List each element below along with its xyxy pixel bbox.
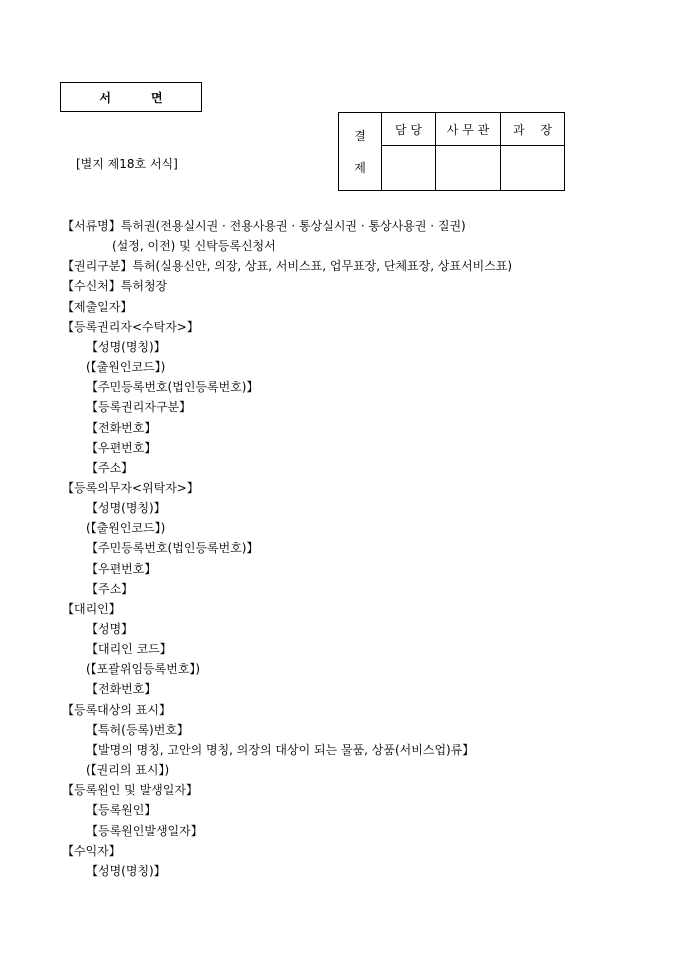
form-line: 【등록원인】	[86, 803, 157, 818]
form-line: (【출원인코드】)	[86, 360, 166, 375]
form-line: 【우편번호】	[86, 440, 157, 455]
form-line: 【서류명】특허권(전용실시권 · 전용사용권 · 통상실시권 · 통상사용권 · 질권)	[62, 219, 466, 233]
form-line: 【등록원인 및 발생일자】	[62, 783, 198, 798]
form-line: 【주민등록번호(법인등록번호)】	[86, 380, 259, 395]
form-title-box	[60, 82, 202, 112]
form-line: 【특허(등록)번호】	[86, 722, 189, 737]
approval-label-top: 결	[354, 128, 366, 143]
form-line: (【포괄위임등록번호】)	[86, 662, 201, 677]
form-line: (【출원인코드】)	[86, 521, 166, 536]
approval-sign-staff[interactable]	[382, 146, 436, 191]
form-line: 【발명의 명칭, 고안의 명칭, 의장의 대상이 되는 물품, 상품(서비스업)류】	[86, 742, 475, 757]
form-line: 【주소】	[86, 460, 134, 475]
form-number: [별지 제18호 서식]	[76, 157, 178, 171]
form-line: 【성명(명칭)】	[86, 501, 166, 516]
form-line: (【권리의 표시】)	[86, 763, 170, 778]
approval-header-staff: 담 당	[382, 113, 436, 146]
form-line: (설정, 이전) 및 신탁등록신청서	[112, 239, 276, 254]
form-line: 【주민등록번호(법인등록번호)】	[86, 541, 259, 556]
form-line: 【등록대상의 표시】	[62, 702, 171, 717]
approval-label-bottom: 제	[354, 160, 366, 175]
form-line: 【우편번호】	[86, 561, 157, 576]
approval-sign-director[interactable]	[501, 146, 565, 191]
form-line: 【수신처】특허청장	[62, 279, 168, 294]
form-line: 【성명(명칭)】	[86, 863, 166, 878]
form-title-right: 면	[151, 90, 163, 105]
approval-label	[339, 113, 382, 191]
form-line: 【등록권리자<수탁자>】	[62, 319, 199, 334]
approval-table	[338, 112, 565, 191]
form-line: 【제출일자】	[62, 299, 133, 314]
form-line: 【등록의무자<위탁자>】	[62, 480, 199, 495]
form-line: 【등록원인발생일자】	[86, 823, 203, 838]
form-line: 【성명(명칭)】	[86, 339, 166, 354]
form-line: 【전화번호】	[86, 420, 157, 435]
form-line: 【전화번호】	[86, 682, 157, 697]
form-line: 【성명】	[86, 622, 134, 636]
form-line: 【권리구분】특허(실용신안, 의장, 상표, 서비스표, 업무표장, 단체표장, 상표서비스표)	[62, 259, 513, 274]
form-line: 【등록권리자구분】	[86, 400, 192, 415]
approval-header-officer: 사 무 관	[436, 113, 501, 146]
form-line: 【주소】	[86, 581, 134, 596]
form-title-left: 서	[99, 90, 111, 105]
form-line: 【대리인】	[62, 601, 121, 616]
approval-sign-officer[interactable]	[436, 146, 501, 191]
form-line: 【수익자】	[62, 843, 121, 858]
form-line: 【대리인 코드】	[86, 642, 172, 657]
approval-header-director: 과 장	[501, 113, 565, 146]
